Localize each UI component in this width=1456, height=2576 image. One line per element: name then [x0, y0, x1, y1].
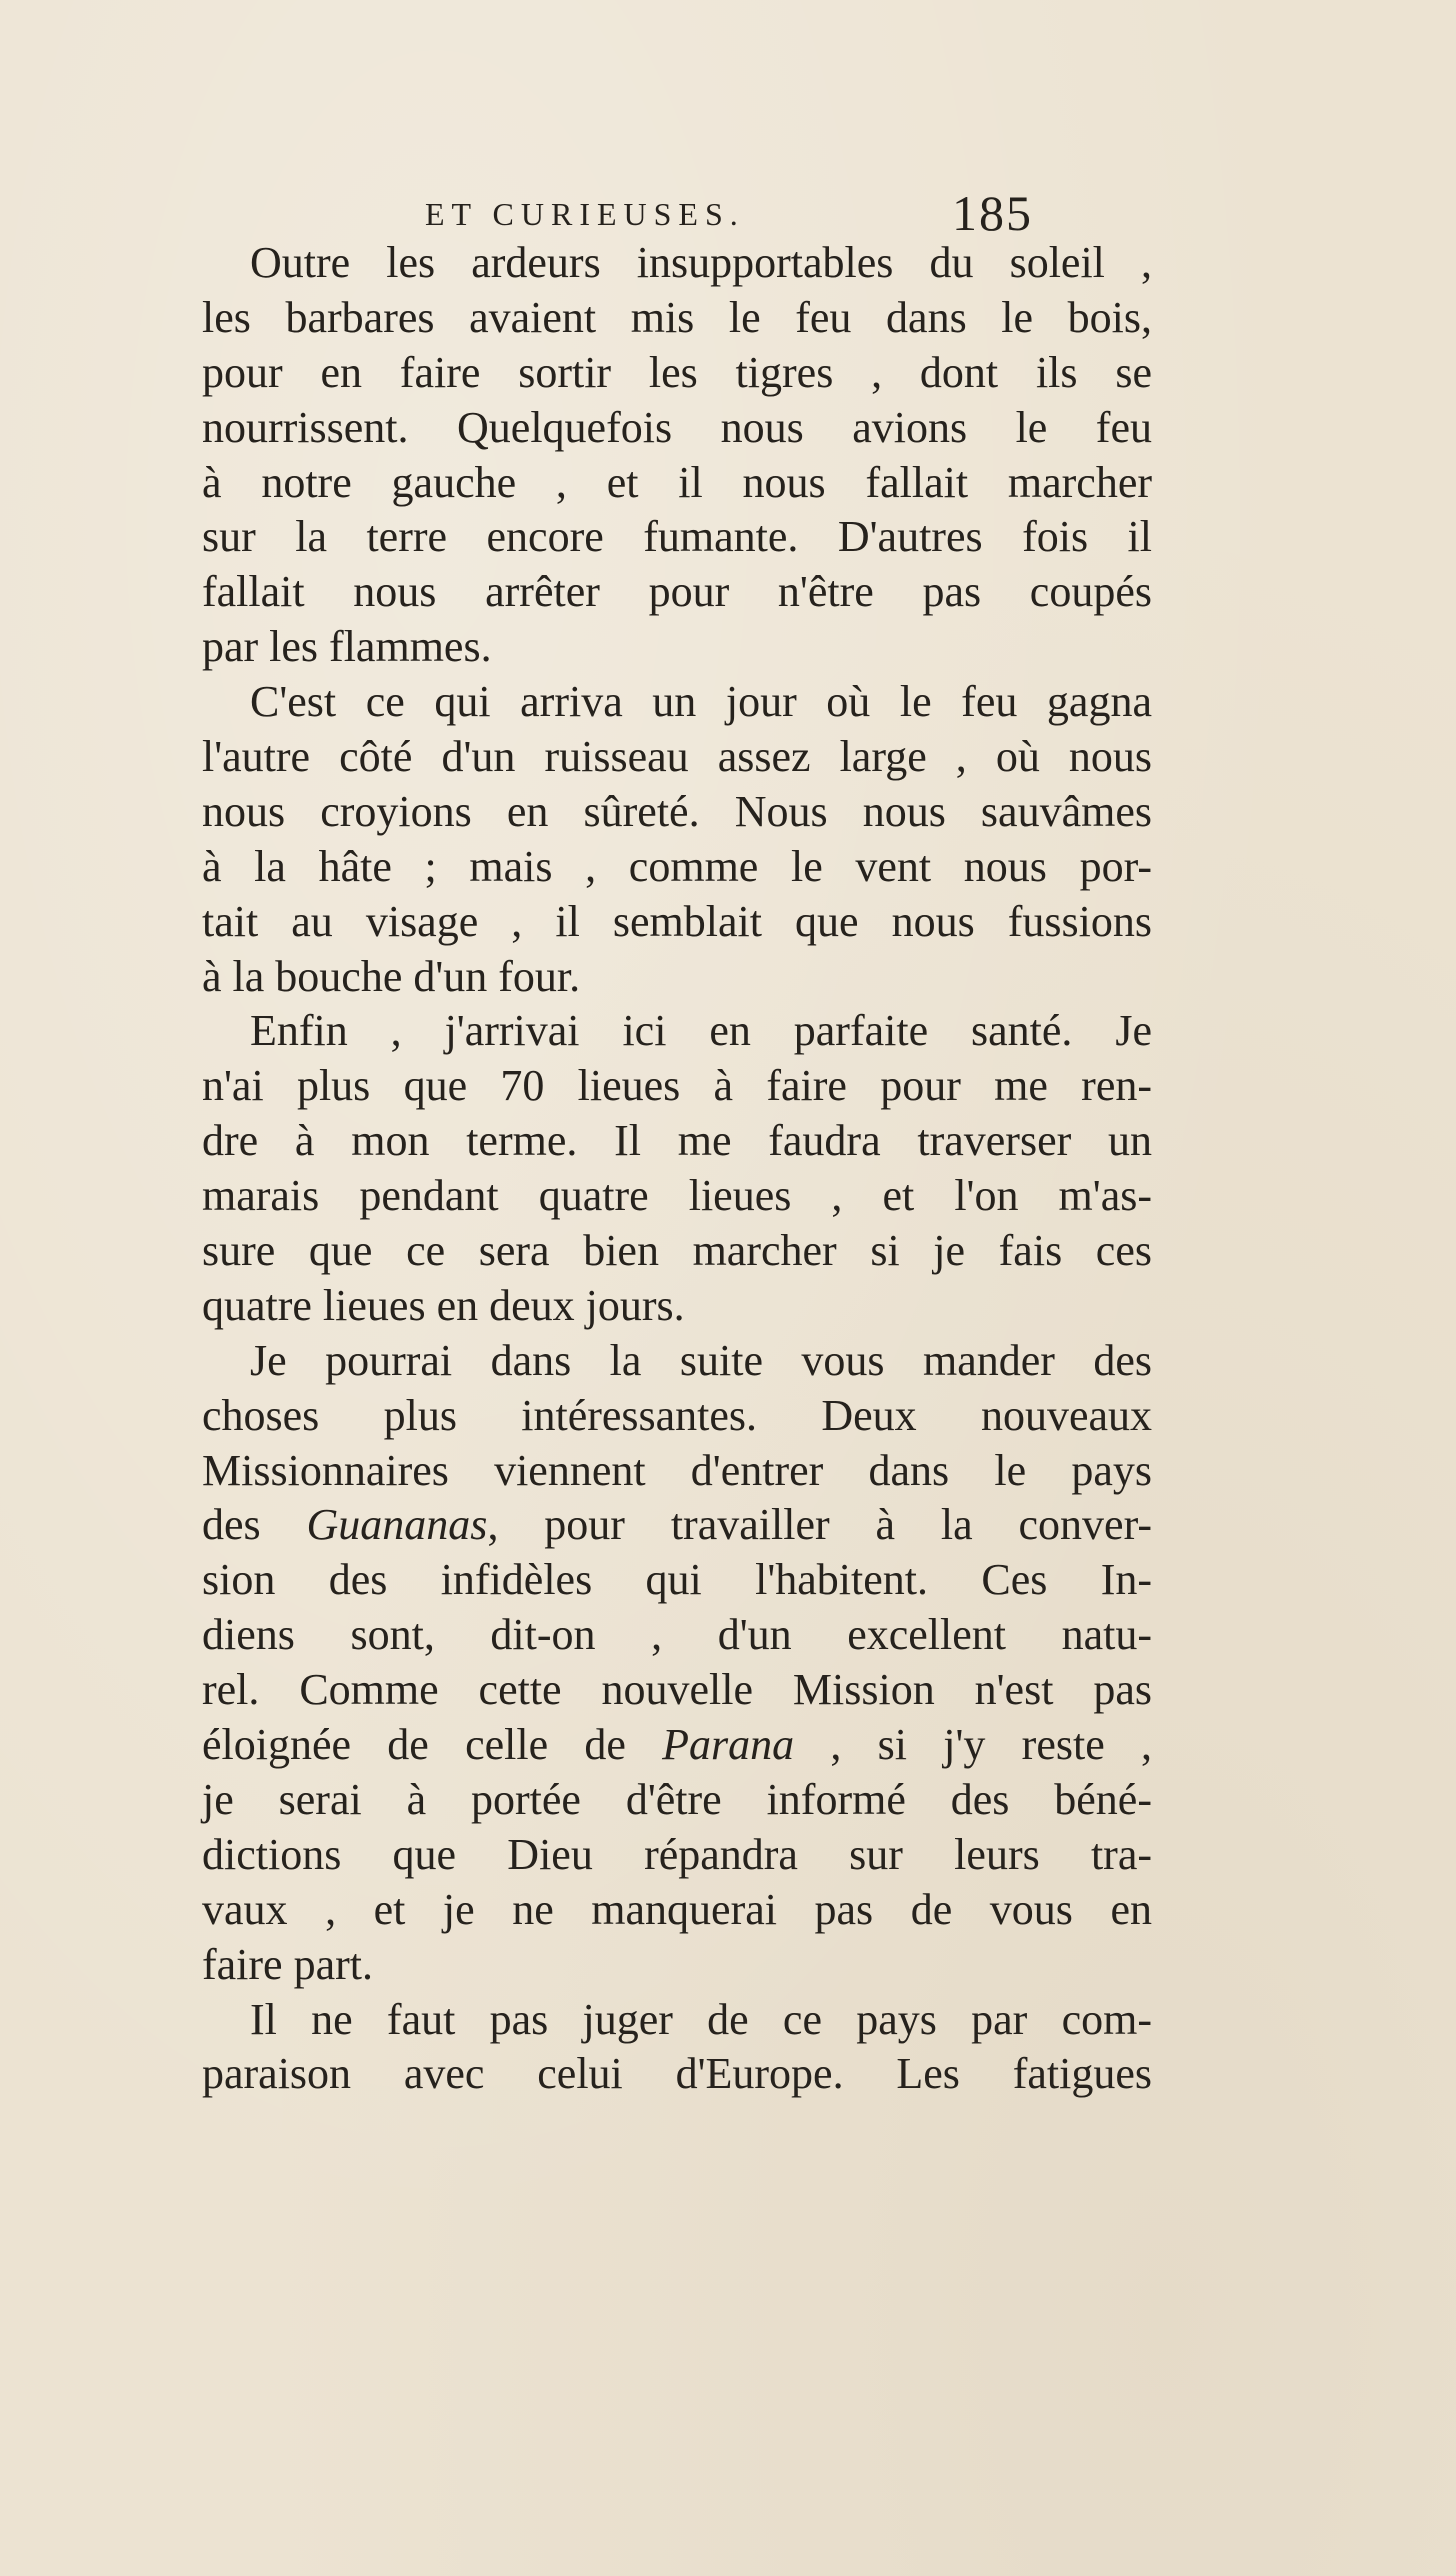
text-line: nous croyions en sûreté. Nous nous sauvâmes: [202, 786, 1152, 836]
page-number: 185: [952, 185, 1033, 241]
text-line: rel. Comme cette nouvelle Mission n'est pas: [202, 1665, 1152, 1715]
text-line: Outre les ardeurs insupportables du soleil ,: [250, 238, 1152, 287]
text-line: n'ai plus que 70 lieues à faire pour me ren-: [202, 1061, 1152, 1111]
italic-place-name: Parana: [662, 1720, 795, 1770]
text-line: sion des infidèles qui l'habitent. Ces In-: [202, 1555, 1152, 1605]
text-line: paraison avec celui d'Europe. Les fatigues: [202, 2049, 1152, 2099]
text-line: nourrissent. Quelquefois nous avions le feu: [202, 402, 1152, 452]
text-line: Missionnaires viennent d'entrer dans le pays: [202, 1445, 1152, 1495]
text-line: marais pendant quatre lieues , et l'on m'as-: [202, 1171, 1152, 1221]
text-line-with-italic: [202, 1498, 1152, 1553]
text-line: pour en faire sortir les tigres , dont ils se: [202, 347, 1152, 397]
text-line: C'est ce qui arriva un jour où le feu gagna: [250, 677, 1152, 727]
text-line: Enfin , j'arrivai ici en parfaite santé. Je: [250, 1006, 1152, 1056]
text-line: vaux , et je ne manquerai pas de vous en: [202, 1884, 1152, 1934]
text-line: à la bouche d'un four.: [202, 951, 581, 1001]
text-line: dictions que Dieu répandra sur leurs tra-: [202, 1829, 1152, 1879]
text-segment: , pour travailler à la conver-: [487, 1500, 1152, 1550]
text-line: Il ne faut pas juger de ce pays par com-: [250, 1994, 1152, 2044]
text-line: sure que ce sera bien marcher si je fais ces: [202, 1226, 1152, 1276]
text-segment: éloignée de celle de: [202, 1720, 663, 1770]
text-line: par les flammes.: [202, 622, 492, 672]
italic-place-name: Guananas: [306, 1500, 488, 1550]
text-line: sur la terre encore fumante. D'autres fois il: [202, 512, 1152, 562]
text-line: je serai à portée d'être informé des béné-: [202, 1774, 1152, 1824]
text-line: quatre lieues en deux jours.: [202, 1280, 685, 1330]
text-line: à la hâte ; mais , comme le vent nous por-: [202, 841, 1152, 891]
text-line: à notre gauche , et il nous fallait marcher: [202, 457, 1152, 507]
text-line: fallait nous arrêter pour n'être pas coupés: [202, 567, 1152, 617]
running-title: ET CURIEUSES.: [425, 196, 745, 232]
text-line: choses plus intéressantes. Deux nouveaux: [202, 1390, 1152, 1440]
text-line: l'autre côté d'un ruisseau assez large , où nous: [202, 732, 1152, 782]
text-line: tait au visage , il semblait que nous fussions: [202, 896, 1152, 946]
text-line: les barbares avaient mis le feu dans le bois,: [202, 292, 1152, 342]
text-segment: des: [202, 1500, 307, 1550]
text-line: faire part.: [202, 1939, 373, 1989]
body-text: [202, 236, 1152, 2102]
text-line-with-italic: [202, 1718, 1152, 1773]
text-line: diens sont, dit-on , d'un excellent natu-: [202, 1610, 1152, 1660]
text-segment: , si j'y reste ,: [794, 1720, 1152, 1770]
text-line: Je pourrai dans la suite vous mander des: [250, 1335, 1152, 1385]
text-line: dre à mon terme. Il me faudra traverser un: [202, 1116, 1152, 1166]
